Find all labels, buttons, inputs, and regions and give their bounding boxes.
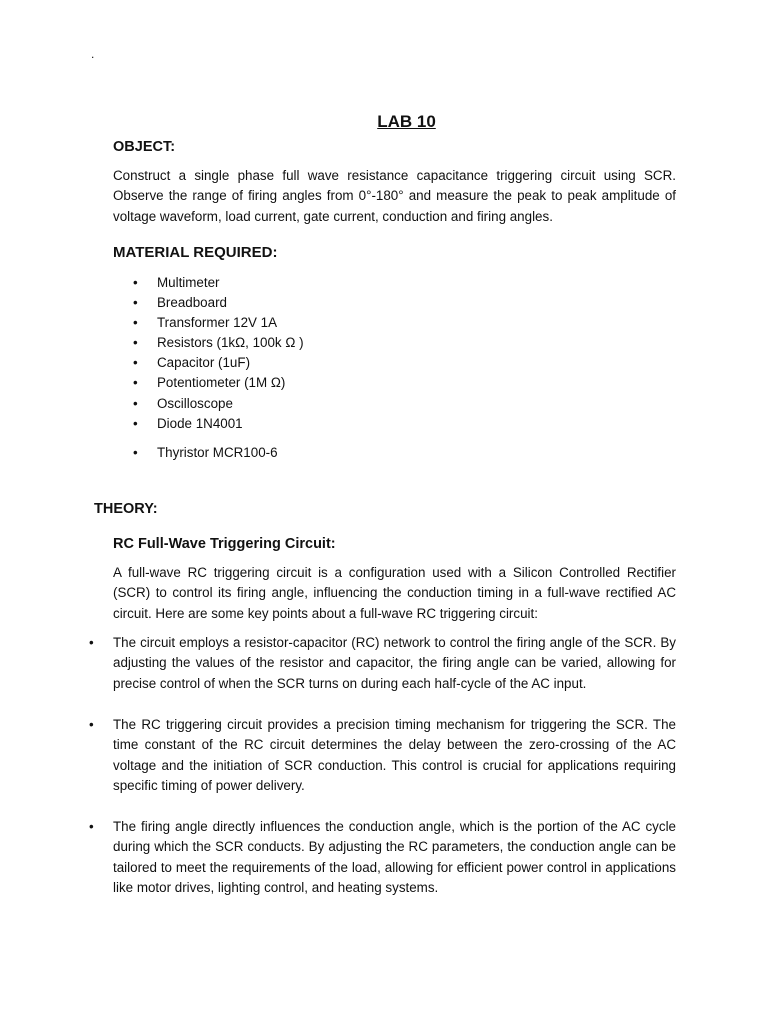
theory-point [89,715,676,797]
theory-point [89,817,676,899]
list-item: • Transformer 12V 1A [113,313,304,333]
stray-mark: . [91,47,95,61]
list-item: • Resistors (1kΩ, 100k Ω ) [113,333,304,353]
list-item: • Multimeter [113,273,304,293]
material-heading: MATERIAL REQUIRED: [113,244,278,261]
bullet-icon: • [89,635,94,650]
theory-heading: THEORY: [94,501,158,517]
theory-point [89,633,676,694]
theory-point-text: The RC triggering circuit provides a precision timing mechanism for triggering the SCR. The time constant of the RC circuit determines the delay between the zero-crossing of the AC voltage and the initiation of SCR conduction. This control is crucial for applications requiring specific timing of power delivery. [113,717,676,794]
theory-point-text: The firing angle directly influences the conduction angle, which is the portion of the AC cycle during which the SCR conducts. By adjusting the RC parameters, the conduction angle can be tailored to meet the requirements of the load, allowing for efficient power control in applications like motor drives, lighting control, and heating systems. [113,819,676,896]
theory-subheading: RC Full-Wave Triggering Circuit: [113,536,336,552]
theory-intro-paragraph: A full-wave RC triggering circuit is a configuration used with a Silicon Controlled Rectifier (SCR) to control its firing angle, influencing the conduction timing in a full-wave rectified AC circuit. Here are some key points about a full-wave RC triggering circuit: [113,565,676,621]
bullet-icon: • [89,717,94,732]
theory-point-text: The circuit employs a resistor-capacitor (RC) network to control the firing angle of the SCR. By adjusting the values of the resistor and capacitor, the firing angle can be varied, allowing for precise control of when the SCR turns on during each half-cycle of the AC input. [113,635,676,691]
list-item: • Potentiometer (1M Ω) [113,373,304,393]
bullet-icon: • [89,819,94,834]
list-item: • Breadboard [113,293,304,313]
page-title: LAB 10 [377,112,436,131]
list-item: • Diode 1N4001 [113,414,304,434]
list-item: • Capacitor (1uF) [113,353,304,373]
list-item: • Thyristor MCR100-6 [113,443,304,463]
list-item: • Oscilloscope [113,394,304,414]
object-heading: OBJECT: [113,139,176,155]
materials-list [113,273,304,463]
object-paragraph: Construct a single phase full wave resistance capacitance triggering circuit using SCR. Observe the range of firing angles from 0°-180° and measure the peak to peak amplitude of voltage waveform, load current, gate current, conduction and firing angles. [113,168,676,224]
